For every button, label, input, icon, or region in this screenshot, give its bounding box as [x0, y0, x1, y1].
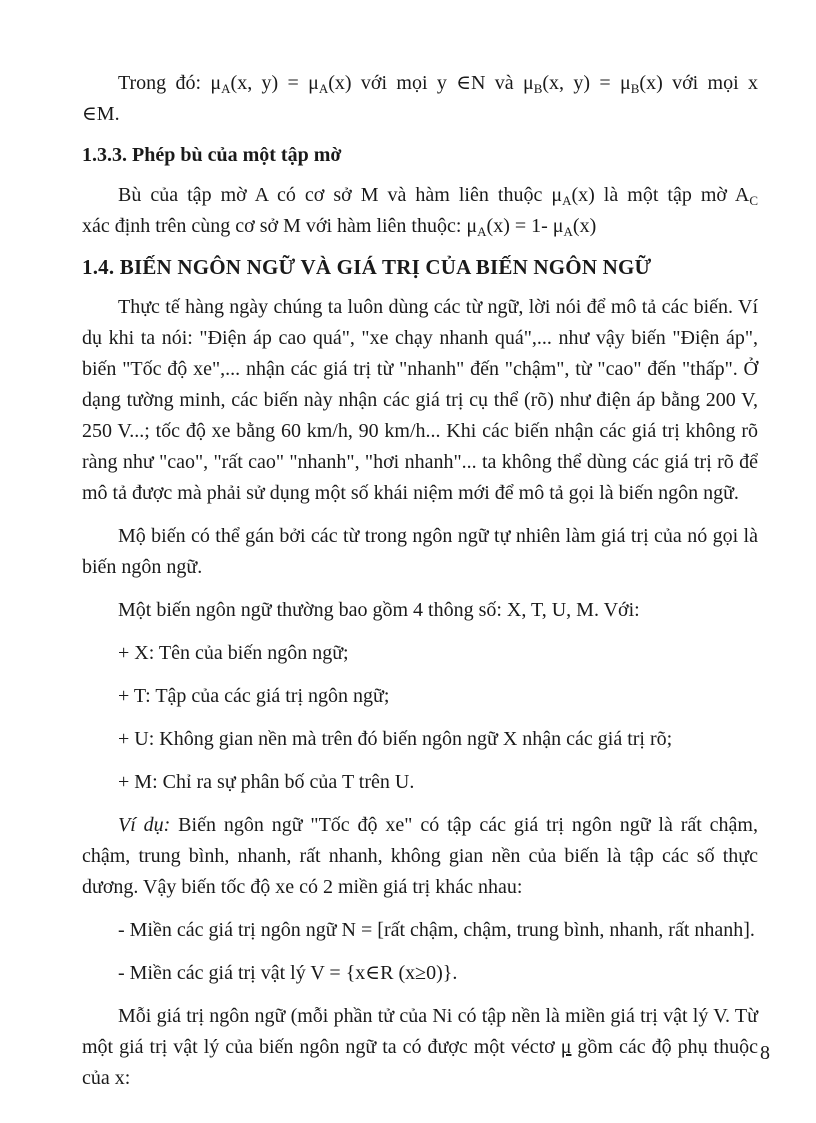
domain-linguistic: - Miền các giá trị ngôn ngữ N = [rất chậm, chậm, trung bình, nhanh, rất nhanh]. — [118, 919, 755, 941]
paragraph-parameters: Một biến ngôn ngữ thường bao gồm 4 thông số: X, T, U, M. Với: — [118, 599, 640, 621]
list-item-x: + X: Tên của biến ngôn ngữ; — [118, 642, 349, 664]
example-paragraph: Ví dụ: Biến ngôn ngữ "Tốc độ xe" có tập các giá trị ngôn ngữ là rất chậm, chậm, trung bình, nhanh, rất nhanh, không gian nền của biến là tập các số thực dương. Vậy biến tốc độ xe có 2 miền giá trị khác nhau: — [82, 814, 758, 898]
complement-paragraph-end: xác định trên cùng cơ sở M với hàm liên thuộc: $\mu_A(x) = 1-$ $\mu_A(x)$ — [82, 215, 597, 239]
page-number: 8 — [760, 1042, 770, 1064]
list-item-m: + M: Chỉ ra sự phân bố của T trên U. — [118, 771, 415, 793]
complement-paragraph: Bù của tập mờ A có cơ sở M và hàm liên thuộc $\mu_A(x)$ là một tập mờ $A_C$ — [118, 184, 759, 208]
intro-paragraph-end: ∈M. — [82, 103, 120, 125]
intro-paragraph: Trong đó: $\mu_A(x$, $y) = \mu_A(x)$ với mọi y ∈N và $\mu_B(x$, $y) = \mu_B(x)$ với mọi x — [118, 72, 758, 96]
paragraph-vector: Mỗi giá trị ngôn ngữ (mỗi phần tử của Ni có tập nền là miền giá trị vật lý V. Từ một giá trị vật lý của biến ngôn ngữ ta có được một véctơ μ gồm các độ phụ thuộc của x: — [82, 1005, 758, 1089]
list-item-u: + U: Không gian nền mà trên đó biến ngôn ngữ X nhận các giá trị rõ; — [118, 728, 673, 750]
list-item-t: + T: Tập của các giá trị ngôn ngữ; — [118, 685, 390, 707]
section-heading-1-3-3: 1.3.3. Phép bù của một tập mờ — [82, 144, 342, 166]
domain-physical: - Miền các giá trị vật lý V = {x∈R (x≥0)}. — [118, 962, 458, 984]
paragraph-intro-linguistic: Thực tế hàng ngày chúng ta luôn dùng các từ ngữ, lời nói để mô tả các biến. Ví dụ khi ta nói: "Điện áp cao quá", "xe chạy nhanh quá",... như vậy biến "Điện áp", biến "Tốc độ xe",... nhận các giá trị từ "nhanh" đến "chậm", từ "cao" đến "thấp". Ở dạng tường minh, các biến này nhận các giá trị cụ thể (rõ) như điện áp bằng 200 V, 250 V...; tốc độ xe bằng 60 km/h, 90 km/h... Khi các biến nhận các giá trị không rõ ràng như "cao", "rất cao" "nhanh", "hơi nhanh"... ta không thể dùng các giá trị rõ để mô tả được mà phải sử dụng một số khái niệm mới để mô tả gọi là biến ngôn ngữ. — [82, 296, 758, 504]
paragraph-definition: Mộ biến có thể gán bởi các từ trong ngôn ngữ tự nhiên làm giá trị của nó gọi là biến ngôn ngữ. — [82, 525, 758, 578]
section-heading-1-4: 1.4. BIẾN NGÔN NGỮ VÀ GIÁ TRỊ CỦA BIẾN NGÔN NGỮ — [82, 255, 652, 279]
example-label: Ví dụ: — [118, 814, 171, 836]
document-page — [82, 68, 758, 1094]
